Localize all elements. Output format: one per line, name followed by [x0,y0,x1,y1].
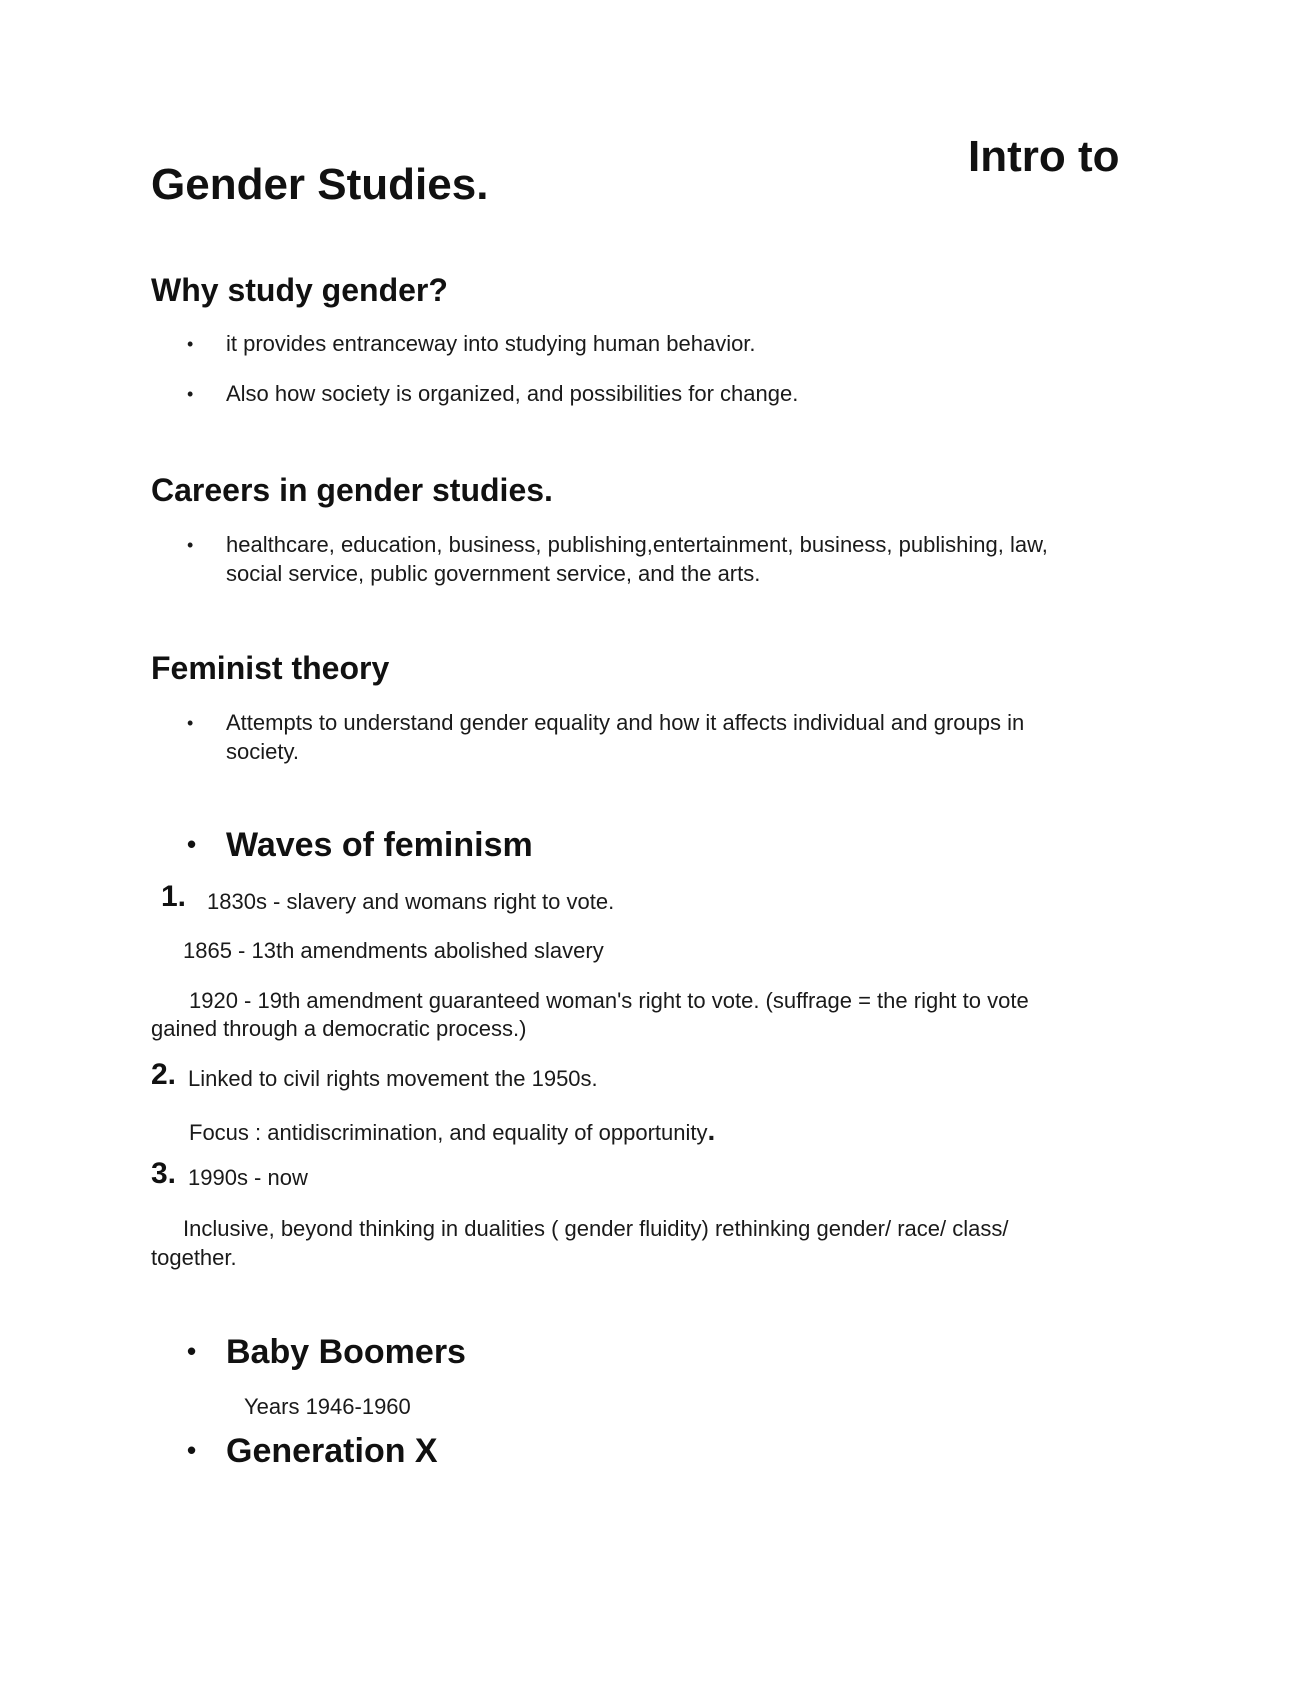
wave-3-text: 1990s - now [188,1165,308,1190]
wave-2-number: 2. [151,1058,177,1091]
baby-boomers-years: Years 1946-1960 [244,1394,411,1419]
why-study-heading: Why study gender? [151,272,448,308]
bullet-icon: • [187,1435,197,1465]
waves-heading: Waves of feminism [226,826,533,864]
bullet-icon: • [187,334,194,354]
bullet-icon: • [187,535,194,555]
wave-2-focus-text: Focus : antidiscrimination, and equality of opportunity [189,1120,708,1145]
wave-2-focus-period: . [707,1115,716,1146]
wave-1-sub-2-line-2: gained through a democratic process.) [151,1016,527,1041]
careers-bullet-line-1: healthcare, education, business, publishing,entertainment, business, publishing, law, [226,532,1048,557]
bullet-icon: • [187,384,194,404]
wave-3-sub-line-2: together. [151,1245,237,1270]
wave-3-number: 3. [151,1157,177,1190]
careers-bullet-line-2: social service, public government service, and the arts. [226,561,761,586]
bullet-icon: • [187,1336,197,1366]
page-title: Gender Studies. [151,160,489,209]
careers-heading: Careers in gender studies. [151,472,553,508]
wave-1-sub-1: 1865 - 13th amendments abolished slavery [183,938,604,963]
wave-2-text: Linked to civil rights movement the 1950s. [188,1066,598,1091]
title-line-1: Intro to [968,132,1120,181]
feminist-theory-heading: Feminist theory [151,650,390,686]
feminist-bullet-line-2: society. [226,739,299,764]
bullet-icon: • [187,829,197,859]
wave-1-text: 1830s - slavery and womans right to vote. [207,889,615,914]
wave-1-number: 1. [161,880,187,913]
wave-1-sub-2-line-1: 1920 - 19th amendment guaranteed woman's right to vote. (suffrage = the right to vote [189,988,1029,1013]
baby-boomers-heading: Baby Boomers [226,1333,466,1371]
bullet-icon: • [187,713,194,733]
wave-3-sub-line-1: Inclusive, beyond thinking in dualities ( gender fluidity) rethinking gender/ race/ class/ [183,1216,1009,1241]
feminist-bullet-line-1: Attempts to understand gender equality and how it affects individual and groups in [226,710,1025,735]
why-bullet-2: Also how society is organized, and possibilities for change. [226,381,799,406]
why-bullet-1: it provides entranceway into studying human behavior. [226,331,756,356]
wave-2-focus [189,1115,715,1147]
generation-x-heading: Generation X [226,1432,438,1470]
